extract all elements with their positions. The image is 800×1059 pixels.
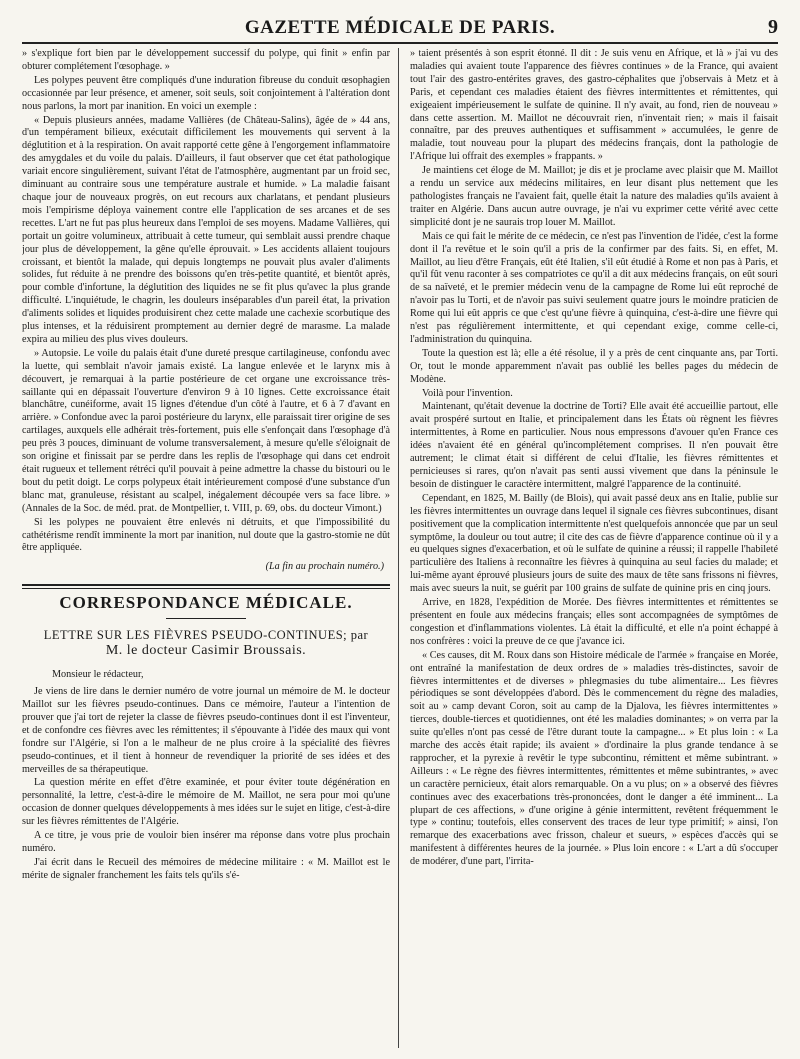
left-column	[22, 48, 390, 1048]
section-divider	[22, 584, 390, 589]
quotation: « Depuis plusieurs années, madame Vallières (de Château-Salins), âgée de » 44 ans, d'un tempérament bilieux, exécutait difficilement les mouvements qui servent à la déglutition et à la respiration. On avait rapporté cette gêne à l'engorgement inflammatoire des amygdales et du voile du palais. D'ailleurs, il faut observer que cet état pathologique variait encore singulièrement, suivant l'état de l'atmosphère, augmentant par un froid sec, diminuant au contraire sous une température australe et humide. » La maladie faisant chaque jour de nouveaux progrès, on eut recours aux charlatans, et pendant plusieurs mois l'empirisme déploya vainement contre elle l'application de ses arcanes et de ses recettes. L'art ne fut pas plus heureux dans l'emploi de ses moyens. Madame Vallières, qui portait un goitre volumineux, attribuait à cette tumeur, qui semblait aussi prendre chaque jour plus de développement, la gêne qu'elle éprouvait. » Les accidents allaient toujours croissant, et bientôt la malade, qui depuis longtemps ne pouvait plus avaler d'aliments solides, fut réduite à ne prendre des boissons qu'en très-petite quantité, et bientôt après, pour comble d'infortune, la déglutition des liquides ne se fit plus qu'avec la plus grande difficulté. L'inquiétude, le chagrin, les douleurs inséparables d'un pareil état, la privation d'aliments solides et liquides produisirent chez cette malade une cachexie scorbutique des plus intenses, et la réduisirent promptement au dernier degré de marasme. La malade expira au milieu des plus vives douleurs.	[22, 114, 390, 345]
continuation-note: (La fin au prochain numéro.)	[265, 561, 384, 573]
paragraph: Les polypes peuvent être compliqués d'une induration fibreuse du conduit œsophagien occasionnée par leur présence, et amener, soit seuls, soit conjointement à l'altération dont nous parlons, la mort par inanition. En voici un exemple :	[22, 74, 390, 112]
paragraph: Si les polypes ne pouvaient être enlevés ni détruits, et que l'impossibilité du cathétérisme rendît imminente la mort par inanition, nul doute que la gastro-stomie ne dût être appliquée.	[22, 516, 390, 554]
running-head	[22, 14, 778, 44]
paragraph: Cependant, en 1825, M. Bailly (de Blois), qui avait passé deux ans en Italie, publie sur les fièvres intermittentes un ouvrage dans lequel il signale ces fièvres subcontinues, disant positivement que la complication intermittente n'est quelquefois annoncée que par un seul symptôme, la douleur ou tout autre; il cite des cas de fièvre d'apparence continue où il y a eu quelques signes d'exacerbation, et où le sulfate de quinine a réussi; il rappelle l'habileté particulière des Italiens à reconnaître les fièvres à quinquina au seul facies du malade; et lui-même ayant éprouvé plusieurs jours de suite des maux de tête sans frissons ni fièvres, mais avec sueurs la nuit, se guérit par 100 grains de sulfate de quinine pris en cinq jours.	[410, 492, 778, 595]
paragraph: » s'explique fort bien par le développement successif du polype, qui finit » enfin par obturer complétement l'œsophage. »	[22, 48, 390, 72]
column-rule	[398, 48, 399, 1048]
journal-title: GAZETTE MÉDICALE DE PARIS.	[244, 17, 556, 38]
quotation: « Ces causes, dit M. Roux dans son Histoire médicale de l'armée » française en Morée, ont entraîné la manifestation de deux ordres de » maladies très-distinctes, savoir de fièvres intermittentes et de diverses » phlegmasies du tube alimentaire... Les fièvres périodiques se sont développées d'abord. Dès le commencement du règne des maladies, soit au » camp devant Coron, soit au camp de la Djalova, les fièvres intermittentes » tierces, double-tierces et quotidiennes, ont été les maladies dominantes; » on verra par la suite qu'elles n'ont pas cessé de l'être durant toute la campagne... » Et plus loin : « La marche des accès était rapide; ils avaient » d'ordinaire la plus grande tendance à se rapprocher, et la pyrexie à revêtir le type subcontinu, rémittent et même subintrant. » Ailleurs : « Le règne des fièvres intermittentes, rémittentes et même subintrantes, » avec un caractère pernicieux, était alors remarquable. On a vu plus; on » a observé des fièvres continues avec des exacerbations très-prononcées, dont le danger a été imminent... La plupart de ces affections, » d'une origine à génie intermittent, revêtent fréquemment le type » continu; toutefois, elles conservent des traces de leur type primitif; » ainsi, l'on remarque des exacerbations avec frisson, chaleur et sueurs, » espèces d'accès qui se manifestent à différentes heures de la journée. » Plus loin encore : « L'art a dû s'occuper de modérer, d'une part, l'irrita-	[410, 649, 778, 868]
paragraph: Voilà pour l'invention.	[422, 387, 513, 399]
letter-author: M. le docteur Casimir Broussais.	[105, 643, 307, 659]
salutation: Monsieur le rédacteur,	[52, 669, 144, 681]
paragraph: Arrive, en 1828, l'expédition de Morée. Des fièvres intermittentes et rémittentes se présentent en foule aux médecins français; elles sont accompagnées de symptômes de congestion et d'inflammations violentes. Là était la difficulté, et elle n'a point échappé à nos confrères : voici la preuve de ce que j'avance ici.	[410, 597, 778, 647]
paragraph: Je maintiens cet éloge de M. Maillot; je dis et je proclame avec plaisir que M. Maillot a rendu un service aux médecins militaires, en leur disant plus nettement que les pathologistes français ne l'avaient fait, quelle était la nature des maladies qu'ils avaient à traiter en Algérie. Dans aucun autre ouvrage, je n'ai vu exprimer cette vérité avec cette simplicité dont je ne saurais trop louer M. Maillot.	[410, 165, 778, 228]
paragraph: La question mérite en effet d'être examinée, et pour éviter toute dégénération en personnalité, la lettre, c'est-à-dire le mémoire de M. Maillot, ne sera pour moi qu'une occasion de donner quelques développements à mes idées sur le sujet en litige, c'est-à-dire sur les fièvres rémittentes de l'Algérie.	[22, 777, 390, 828]
letter-title-line: LETTRE SUR LES FIÈVRES PSEUDO-CONTINUES; par	[43, 628, 369, 643]
page-number: 9	[768, 16, 778, 38]
quotation: » taient présentés à son esprit étonné. Il dit : Je suis venu en Afrique, et là » j'ai vu des maladies qui avaient toute l'apparence des fièvres continues » de la France, qui avaient tout l'air des gastro-entérites graves, des gastro-céphalites que j'observais à Metz et à Paris, et cependant ces maladies étaient des fièvres intermittentes et rémittentes, qui exigeaient impérieusement le sulfate de quinine. Il n'y avait, au fond, rien de nouveau » dans cette assertion. M. Maillot ne découvrait rien, n'inventait rien; » mais il faisait connaître, par des preuves authentiques et suffisamment » accumulées, le genre de maladie, tout nouveau pour la plupart des médecins français, dont la pathologie de l'Afrique lui offrait des exemples » frappants. »	[410, 48, 778, 163]
paragraph: Toute la question est là; elle a été résolue, il y a près de cent cinquante ans, par Torti. Or, tout le monde apparemment n'avait pas oublié les belles pages du médecin de Modène.	[410, 347, 778, 385]
right-column	[410, 48, 778, 1052]
paragraph: Maintenant, qu'était devenue la doctrine de Torti? Elle avait été accueillie partout, elle avait prospéré surtout en Italie, et principalement dans les États où règnent les fièvres intermittentes, à Rome en particulier. Nous nous empressons d'avouer qu'en France ces idées n'avaient été en général qu'incomplétement comprises. Il n'en pouvait être autrement; le climat était si différent de celui d'Italie, les fièvres rémittentes et pernicieuses si rares, qu'on n'avait pas senti aussi vivement que dans la péninsule le besoin de distinguer le caractère intermittent, malgré l'apparence de la continuité.	[410, 401, 778, 490]
paragraph: J'ai écrit dans le Recueil des mémoires de médecine militaire : « M. Maillot est le mérite de signaler franchement les faits tels qu'ils s'é-	[22, 856, 390, 881]
letter-title	[22, 627, 390, 659]
paragraph: Mais ce qui fait le mérite de ce médecin, ce n'est pas l'invention de l'idée, c'est la forme dont il l'a revêtue et le soin qu'il a pris de la confirmer par des faits. Si, en effet, M. Maillot, au lieu d'être Français, eût été Italien, s'il eût étudié à Rome et non pas à Paris, et qu'il fût venu raconter à ses compatriotes ce qu'il a dit aux médecins français, on eût souri de sa naïveté, et le premier médecin venu de la campagne de Rome lui eût reproché de n'avoir pas lu Torti, et de n'avoir pas suivi seulement quatre jours le moindre praticien de Rome qui lui eût appris ce que c'est qu'une fièvre à quinquina, c'est-à-dire une fièvre qui n'est pas régulièrement intermittente, et qui cependant exige, comme celle-ci, l'administration du quinquina.	[410, 230, 778, 345]
quotation: » Autopsie. Le voile du palais était d'une dureté presque cartilagineuse, confondu avec la luette, qui semblait n'avoir jamais existé. La langue enlevée et le larynx mis à découvert, je remarquai à la partie postérieure de cet organe une excroissance très-saillante qui en dépassait l'ouverture d'environ 9 à 10 lignes. Cette excroissance était blanchâtre, cunéiforme, avait 15 lignes d'étendue d'un côté à l'autre, et 6 à 7 d'avant en arrière. » Confondue avec la paroi postérieure du larynx, elle paraissait tirer origine de ses cartilages, auxquels elle adhérait très-fortement, puis elle s'enfonçait dans l'œsophage d'à peu près 3 pouces, diminuant de volume transversalement, à mesure qu'elle s'éloignait de son origine et finissait par se perdre dans les replis de l'œsophage qui dans cet endroit était rugueux et tellement rétréci qu'il pouvait à peine admettre la chasse du bistouri ou le bout du petit doigt. Le corps polypeux était intérieurement composé d'une substance d'un blanc mat, granuleuse, résistant au scalpel, inégalement découpée vers sa face libre. » (Annales de la Soc. de méd. prat. de Montpellier, t. VIII, p. 69, obs. du docteur Vimont.)	[22, 347, 390, 514]
title-divider	[166, 618, 246, 619]
section-title: CORRESPONDANCE MÉDICALE.	[59, 593, 353, 613]
paragraph: Je viens de lire dans le dernier numéro de votre journal un mémoire de M. le docteur Maillot sur les fièvres pseudo-continues. Dans ce mémoire, l'auteur a l'intention de prouver que j'ai tort de rejeter la classe de fièvres pseudo-continues dont il est l'inventeur, et de confondre ces fièvres avec les rémittentes; il s'épouvante à l'idée des maux qui vont fondre sur l'Algérie, si l'on a le malheur de ne plus croire à la spécialité des fièvres pseudo-continues, et il tient à honneur de revendiquer la priorité de ses idées et des merveilles de sa thérapeutique.	[22, 686, 390, 775]
paragraph: A ce titre, je vous prie de vouloir bien insérer ma réponse dans votre plus prochain numéro.	[22, 830, 390, 854]
